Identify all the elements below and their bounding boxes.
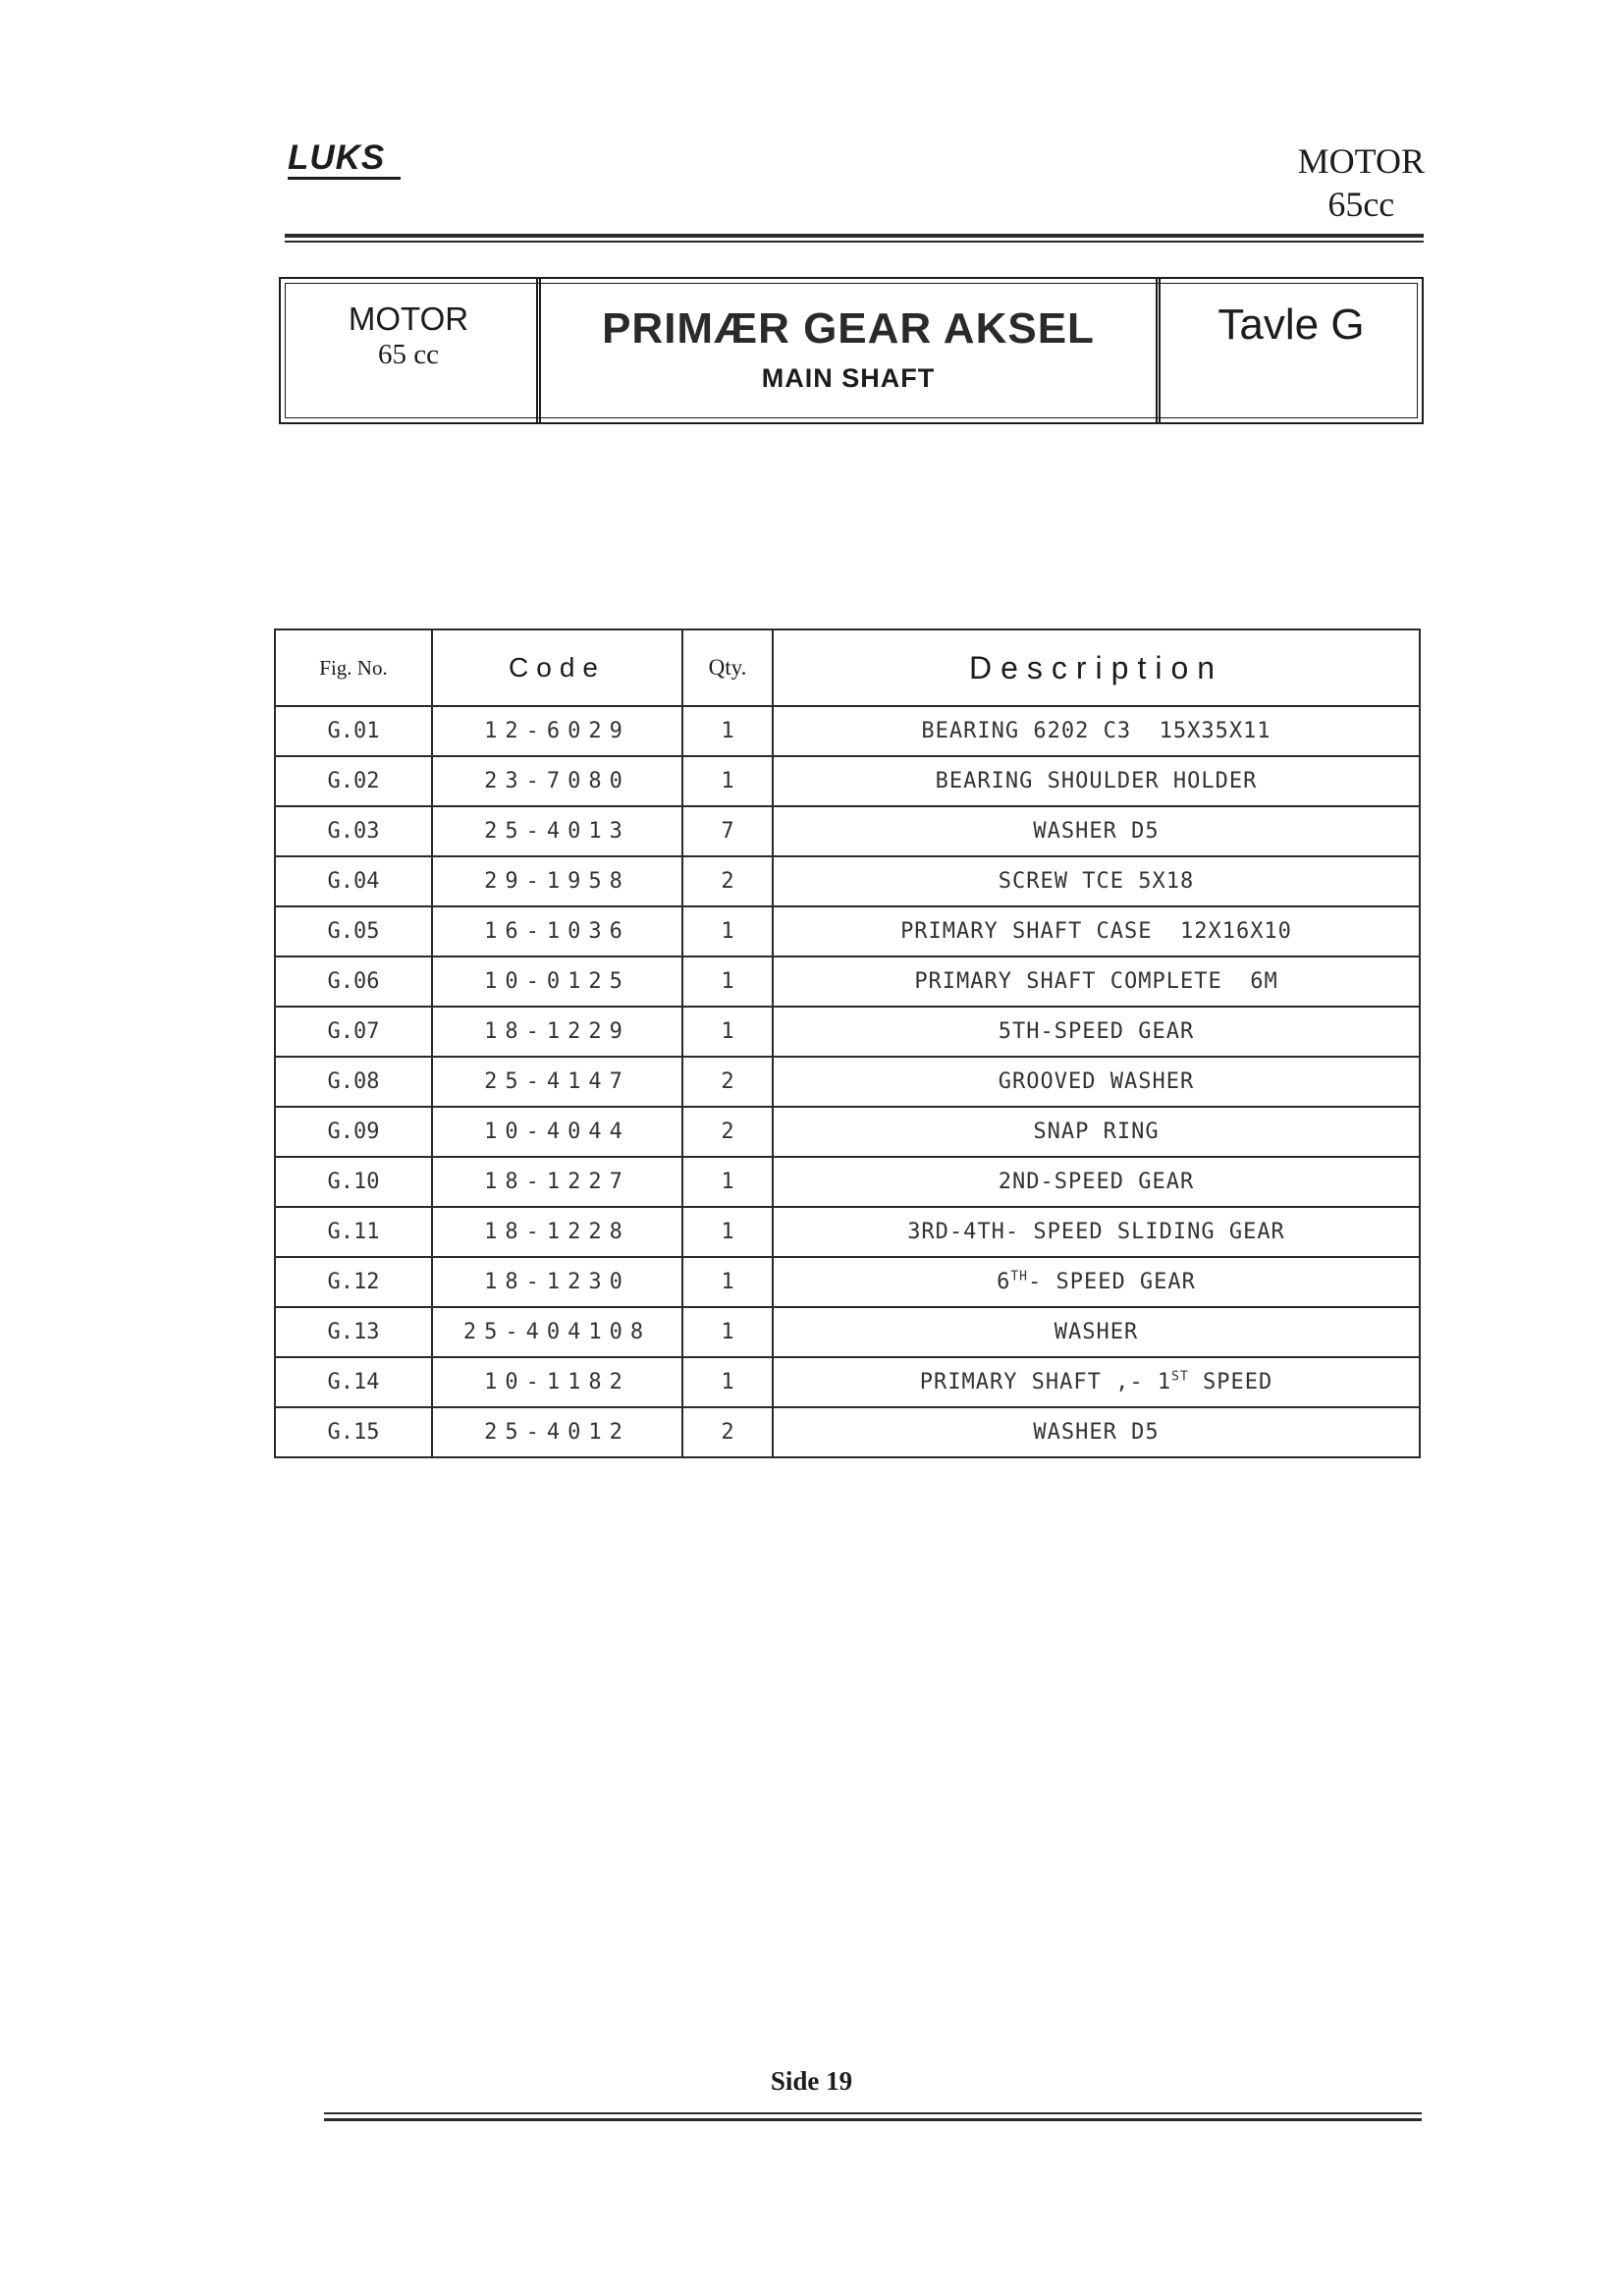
fig-no-cell: G.02 xyxy=(275,756,432,806)
table-row xyxy=(275,706,1420,756)
description-cell: PRIMARY SHAFT COMPLETE 6M xyxy=(773,957,1420,1007)
qty-cell: 2 xyxy=(682,1407,773,1457)
code-cell: 18-1230 xyxy=(432,1257,682,1307)
code-cell: 18-1227 xyxy=(432,1157,682,1207)
qty-cell: 1 xyxy=(682,957,773,1007)
table-row xyxy=(275,1407,1420,1457)
header-product xyxy=(1298,139,1425,226)
qty-cell: 1 xyxy=(682,1207,773,1257)
page-subtitle: MAIN SHAFT xyxy=(761,363,936,393)
description-cell: PRIMARY SHAFT CASE 12X16X10 xyxy=(773,906,1420,957)
table-row xyxy=(275,957,1420,1007)
column-header-code: Code xyxy=(432,629,682,706)
model-name: MOTOR xyxy=(348,301,469,337)
qty-cell: 2 xyxy=(682,1107,773,1157)
plate-label: Tavle G xyxy=(1217,301,1365,349)
brand-logo: LUKS xyxy=(288,139,401,180)
title-box-title xyxy=(536,279,1161,422)
fig-no-cell: G.14 xyxy=(275,1357,432,1407)
qty-cell: 1 xyxy=(682,756,773,806)
qty-cell: 1 xyxy=(682,906,773,957)
description-cell: WASHER D5 xyxy=(773,1407,1420,1457)
fig-no-cell: G.03 xyxy=(275,806,432,856)
description-cell: WASHER xyxy=(773,1307,1420,1357)
description-cell: WASHER D5 xyxy=(773,806,1420,856)
qty-cell: 1 xyxy=(682,1007,773,1057)
table-body xyxy=(275,706,1420,1457)
code-cell: 10-1182 xyxy=(432,1357,682,1407)
code-cell: 23-7080 xyxy=(432,756,682,806)
table-row xyxy=(275,1307,1420,1357)
code-cell: 10-0125 xyxy=(432,957,682,1007)
header-product-name: MOTOR xyxy=(1297,141,1425,181)
title-box-plate xyxy=(1161,279,1422,422)
table-row xyxy=(275,806,1420,856)
qty-cell: 2 xyxy=(682,1057,773,1107)
code-cell: 10-4044 xyxy=(432,1107,682,1157)
header-rule xyxy=(285,234,1424,238)
code-cell: 25-4012 xyxy=(432,1407,682,1457)
qty-cell: 1 xyxy=(682,1157,773,1207)
table-header-row xyxy=(275,629,1420,706)
footer-rule xyxy=(324,2118,1422,2121)
table-row xyxy=(275,1357,1420,1407)
fig-no-cell: G.10 xyxy=(275,1157,432,1207)
fig-no-cell: G.01 xyxy=(275,706,432,756)
description-text: 6 xyxy=(997,1270,1011,1294)
description-text-tail: - SPEED GEAR xyxy=(1027,1270,1196,1294)
description-cell: 3RD-4TH- SPEED SLIDING GEAR xyxy=(773,1207,1420,1257)
qty-cell: 1 xyxy=(682,1307,773,1357)
title-box-model xyxy=(281,279,536,422)
table-row xyxy=(275,1107,1420,1157)
footer-rule-thin xyxy=(324,2112,1422,2114)
description-cell: SNAP RING xyxy=(773,1107,1420,1157)
column-header-qty: Qty. xyxy=(682,629,773,706)
page-title: PRIMÆR GEAR AKSEL xyxy=(602,304,1095,353)
table-row xyxy=(275,1207,1420,1257)
qty-cell: 1 xyxy=(682,706,773,756)
qty-cell: 2 xyxy=(682,856,773,906)
table-row xyxy=(275,856,1420,906)
fig-no-cell: G.05 xyxy=(275,906,432,957)
column-header-description: Description xyxy=(773,629,1420,706)
fig-no-cell: G.13 xyxy=(275,1307,432,1357)
code-cell: 18-1228 xyxy=(432,1207,682,1257)
description-cell: 2ND-SPEED GEAR xyxy=(773,1157,1420,1207)
model-displacement: 65 cc xyxy=(378,339,439,370)
qty-cell: 1 xyxy=(682,1357,773,1407)
fig-no-cell: G.06 xyxy=(275,957,432,1007)
ordinal-suffix: ST xyxy=(1171,1369,1189,1385)
description-text: PRIMARY SHAFT ,- 1 xyxy=(919,1370,1172,1394)
code-cell: 18-1229 xyxy=(432,1007,682,1057)
table-row xyxy=(275,1157,1420,1207)
parts-table xyxy=(274,629,1421,1458)
header-rule-thin xyxy=(285,241,1424,243)
table-row xyxy=(275,1057,1420,1107)
ordinal-suffix: TH xyxy=(1010,1269,1028,1285)
fig-no-cell: G.08 xyxy=(275,1057,432,1107)
description-cell: BEARING 6202 C3 15X35X11 xyxy=(773,706,1420,756)
fig-no-cell: G.04 xyxy=(275,856,432,906)
code-cell: 25-4013 xyxy=(432,806,682,856)
table-row xyxy=(275,906,1420,957)
code-cell: 25-404108 xyxy=(432,1307,682,1357)
table-row xyxy=(275,1257,1420,1307)
code-cell: 16-1036 xyxy=(432,906,682,957)
qty-cell: 7 xyxy=(682,806,773,856)
description-cell: BEARING SHOULDER HOLDER xyxy=(773,756,1420,806)
title-box xyxy=(279,277,1424,424)
fig-no-cell: G.15 xyxy=(275,1407,432,1457)
table-row xyxy=(275,756,1420,806)
description-cell: SCREW TCE 5X18 xyxy=(773,856,1420,906)
description-cell: GROOVED WASHER xyxy=(773,1057,1420,1107)
column-header-fig: Fig. No. xyxy=(275,629,432,706)
description-cell xyxy=(773,1357,1420,1407)
code-cell: 12-6029 xyxy=(432,706,682,756)
header-displacement: 65cc xyxy=(1327,185,1395,224)
code-cell: 29-1958 xyxy=(432,856,682,906)
qty-cell: 1 xyxy=(682,1257,773,1307)
description-text-tail: SPEED xyxy=(1188,1370,1273,1394)
fig-no-cell: G.12 xyxy=(275,1257,432,1307)
description-cell: 5TH-SPEED GEAR xyxy=(773,1007,1420,1057)
fig-no-cell: G.09 xyxy=(275,1107,432,1157)
table-row xyxy=(275,1007,1420,1057)
code-cell: 25-4147 xyxy=(432,1057,682,1107)
fig-no-cell: G.07 xyxy=(275,1007,432,1057)
description-cell xyxy=(773,1257,1420,1307)
page-number: Side 19 xyxy=(770,2066,853,2096)
fig-no-cell: G.11 xyxy=(275,1207,432,1257)
